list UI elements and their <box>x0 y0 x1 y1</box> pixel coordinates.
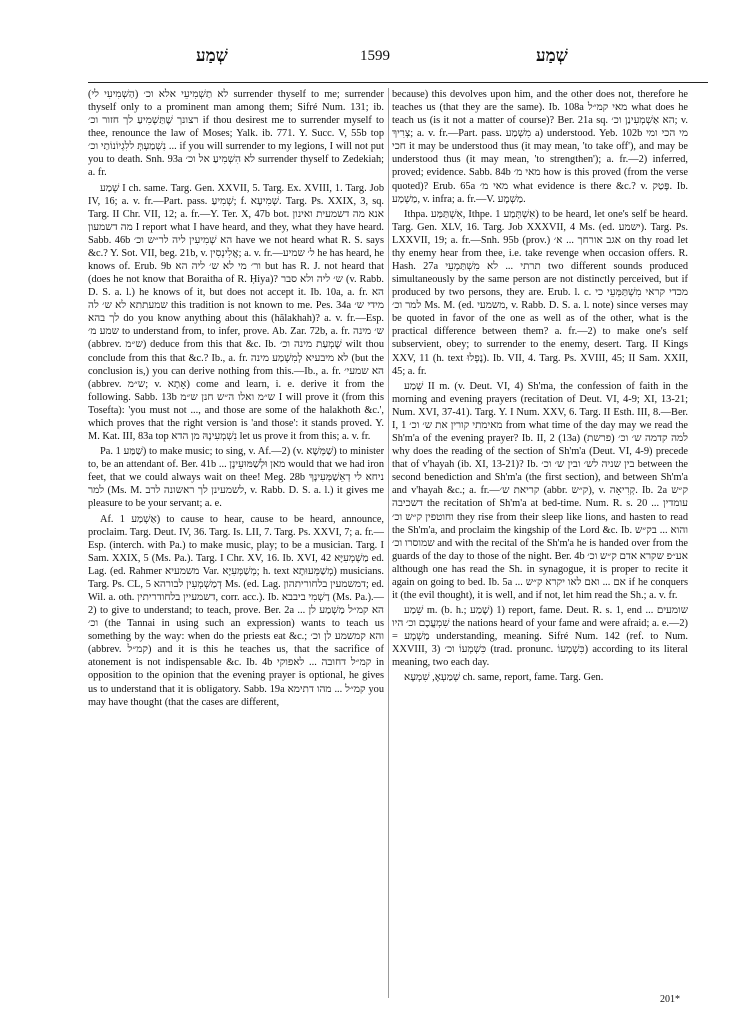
running-headword-left: שְׁמַע <box>196 46 228 65</box>
column-divider <box>388 88 389 998</box>
right-column <box>392 88 688 687</box>
entry-paragraph: Af. אַשְׁמַע 1) to cause to hear, cause to be heard, announce, proclaim. Targ. Deut. IV, 36. Targ. Is. LII, 7. Targ. Ps. XXVI, 7; a. fr.—Esp. (interch. with Pa.) to make music, play; to be a musician. Targ. I Sam. XXIX, 5 (Ms. Pa.). Targ. I Chr. XV, 16. Ib. XVI, 42 מַשְׁמְעִיָּא ed. Lag. (ed. Rahmer משמעיא Var. מְשַׁמְּעִיָא; h. text מְשַׁמְּעוּתָא) musicians. Targ. Ps. CL, 5 דְמַשְׁמְעִין לבורהא Ms. (ed. Lag. דמשמעין בלחוריתהון; ed. Wil. a. oth. דשמעיין בלחודריתין, corr. acc.). Ib. דַשְׁמִי ביבבא (Ms. Pa.).—2) to give to understand; to teach, prove. Ber. 2a ... הא קמ״ל מַשְׁמַע לן וכ׳ (the Tannai in using such an expression) wants to teach us something by the way: when do the priests eat &c.; והא קמשמע לן וכ׳ (abbrev. קמ״ל) and it is this he teaches us, that the sacrifice of atonement is not indispensable &c. Ib. 4b קמ״ל דחובה ... לאפוקי in opposition to the opinion that the evening prayer is optional, he gives us to understand that it is obligatory. Sabb. 19a קמ״ל ... מהו דתימא you may have thought (that the cases are different, <box>88 513 385 708</box>
entry-paragraph: Ithpa. אִשְׁתַּמַּע, Ithpe. אִשְׁתְּמַע 1) to be heard, let one's self be heard. Targ. Gen. XLV, 16. Targ. Job XXXVII, 4 Ms. (ed. ישמע). Targ. Ps. LXXVII, 19; a. fr.—Snh. 95b (prov.) אגב אורחך ... א׳ on thy road let thy enemy hear from thee, i.e. take revenge when occasion offers. R. Hash. 27a תרתי ... לא מִשְׁתַּמְעֵי two different sounds produced simultaneously by the same person are not distinctly perceived, but if produced by two persons, they are. Erub. l. c. מכדי קראי מִשְׁתַּמְּעֵי כי למר וכ׳ Ms. M. (ed. משמעי, v. Rabb. D. S. a. l. note) since verses may be quoted in favor of the one as well as of the other, what is the practical difference between them? a. fr.—2) to make one's self subservient, obey; to surrender to the enemy, desert. Targ. II Kings XXV, 11 (h. text נָפְלוּ). Ib. VII, 4. Targ. Ps. XVIII, 45; II Sam. XXII, 45; a. fr. <box>392 208 689 377</box>
page-header <box>0 46 750 70</box>
entry-paragraph: שְׁמַע II m. (v. Deut. VI, 4) Sh'ma, the confession of faith in the morning and evening prayers (recitation of Deut. VI, 4-9; XI, 13-21; Num. XVI, 37-41). Targ. Y. I Num. XXV, 6. Targ. II Esth. III, 8.—Ber. I, 1 מאימתי קורין את ש׳ וכ׳ from what time of the day may we read the Sh'm'a of the evening prayer? Ib. II, 2 (13a) למה קדמה ש׳ וכ׳ (פרשת) why does the reading of the section of Sh'm'a (Deut. VI, 4-9) precede that of v'hayah (ib. XI, 13-21)? Ib. בין שניה לש׳ ובין ש׳ וכ׳ between the second benediction and Sh'm'a (the first section), and between Sh'm'a and v'hayah &c.; a. fr.—קריאת ש׳ (abbr. ק״ש), v. קְרִיאָה. Ib. 2a ק״ש דשכיבה the recitation of Sh'm'a at bed-time. Num. R. s. 20 עומדין ... וחוטפין ק״ש וכ׳ they rise from their sleep like lions, and hasten to read the Sh'm'a, and proclaim the kingship of the Lord &c. Ib. והוא ... בק״ש שמוסרו וכ׳ and with the recital of the Sh'm'a he is handed over from the guards of the day to those of the night. Ber. 4b אע״פ שקרא אדם ק״ש וכ׳ although one has read the Sh. in synagogue, it is proper to recite it again on going to bed. Ib. 5a ... אם ... ואם לאו יקרא ק״ש if he conquers it (the evil thought), it is well, and if not, let him read the Sh.; a. v. fr. <box>392 380 689 601</box>
running-headword-right: שְׁמַע <box>536 46 568 65</box>
entry-paragraph: שְׁמַע I ch. same. Targ. Gen. XXVII, 5. Targ. Ex. XVIII, 1. Targ. Job IV, 16; a. v. fr.—Part. pass. שְׁמִיעַ; f. שְׁמִיעָא. Targ. Ps. XXIX, 3, sq. Targ. II Chr. VII, 12; a. fr.—Y. Ter. X, 47b bot. אנא מה דשמעית ואינון מה דשמעון I report what I have heard, and they, what they have heard. Sabb. 46b הא שְׁמִיעִין ליה לר״ש וכ׳ have we not heard what R. S. says &c.? Y. Sot. VII, beg. 21b, v. אֲלִינְסִין; a. v. fr.—ל׳ שמיע he has heard, he knows of. Erub. 9b ור׳ מי לא ש׳ ליה הא but has R. J. not heard that (does he not know that Boraitha of R. Ḥiya)? ש׳ ליה ולא סבר (v. Rabb. D. S. a. l.) he knows of it, but does not accept it. Ib. 10a, a. fr. הא שמעתתא לא ש׳ לה this tradition is not known to me. Pes. 34a מידי ש׳ לך בהא do you know anything about this (hălakhah)? a. v. fr.—Esp. שמע מ׳ to understand from, to infer, prove. Ab. Zar. 72b, a. fr. ש׳ מינה (abbrev. ש״מ) deduce from this that &c. Ib. שָׁמְעַת מינה וכ׳ wilt thou conclude from this that &c.? Ib., a. fr. לא מיבעיא לְמִשְׁמַע מינה (but the conclusion is,) you can derive nothing from this.—Ib., a. fr. הא שמעי׳ (abbrev. ש״מ; v. אָתָא) come and learn, i. e. derive it from the following. Sabb. 13b ש״מ ואלו ה״ש חנן ש״מ I will prove it (from this Tosefta): 'you must not ..., and those are some of the halakhoth &c.', which proves that the right version is 'and those': it stands proved. Y. M. Kat. III, 83a top נִשְׁמְעִינָהּ מן הדא let us prove it from this; a. v. fr. <box>88 182 385 443</box>
entry-paragraph: שְׁמַעְאָ, שִׁמְעָא ch. same, report, fame. Targ. Gen. <box>404 672 604 684</box>
entry-paragraph: because) this devolves upon him, and the other does not, therefore he teaches us (that they are the same). Ib. 108a מאי קמ״ל what does he teach us (is it not a matter of course)? Ber. 21a sq. הא אַשְׁמְעִינַן וכ׳; v. צְרִיךְ; a. v. fr.—Part. pass. מִשְׁמַע a) understood. Yeb. 102b מי הכי ומי חכי it may be understood thus (it may mean, 'to take off'), and may be understood thus (it may mean, 'to strengthen'); a. fr.—2) inferred, proved; evidence. Sabb. 84b מאי מ׳ how is this proved (from the verse quoted)? Erub. 65a מאי מ׳ what evidence is there &c.? v. פָּטַק. Ib. מַשְׁמַע, v. infra; a. fr.—V. מַשְׁמָע. <box>392 89 689 205</box>
header-rule <box>88 82 708 83</box>
left-column <box>88 88 384 711</box>
entry-paragraph: לא תַשְׁמִיעֵי אלא וכ׳ (הַשְׁמִיעִי לי) surrender thyself to me; surrender thyself only to a prominent man among them; Sifré Num. 131; ib. רצונך שֶׁתַּשְׁמִיעַ לך חזור וכ׳ if thou desirest me to surrender myself to thee, renounce the law of Moses; Yalk. ib. 771. Y. Succ. V, 55b top נִשְׁמַעְתְּ ללִגְיוֹנוֹתַי וכ׳ ... if you will surrender to my legions, I will not put you to death. Snh. 93a לא הִשְׁמִיעַ אל וכ׳ surrender thyself to Zedekiah; a. fr. <box>88 89 384 179</box>
page-number: 1599 <box>360 48 390 64</box>
entry-paragraph: שֵׁמַע m. (b. h.; שָׁמַע) 1) report, fame. Deut. R. s. 1, end ... שומעים שִׁמְעֲכֶם וכ׳ היו the nations heard of your fame and were afraid; a. e.—2) = מַשְׁמָע understanding, meaning. Sifré Num. 142 (ref. to Num. XXVIII, 3) כִּשְׁמְעוֹ וכ׳ (trad. pronunc. כִּשְׁמָעוֹ) according to its literal meaning, two each day. <box>392 605 689 669</box>
signature-mark: 201* <box>660 994 680 1005</box>
entry-paragraph: Pa. שַׁמַּע 1) to make music; to sing, v. Af.—2) (v. שַׁמְּשָׁא) to minister to, be an attendant of. Ber. 41b ... מאן וּלְשַׁמּוּעֵינָן would that we had iron feet, that we could always wait on thee! Meg. 28b ניחא לי דְאֵשַׁמְּעִינָךְ למר (Ms. M. לשמעינן לך ראשונה לרב, v. Rabb. D. S. a. l.) it gives me pleasure to be your servant; a. e. <box>88 446 385 510</box>
